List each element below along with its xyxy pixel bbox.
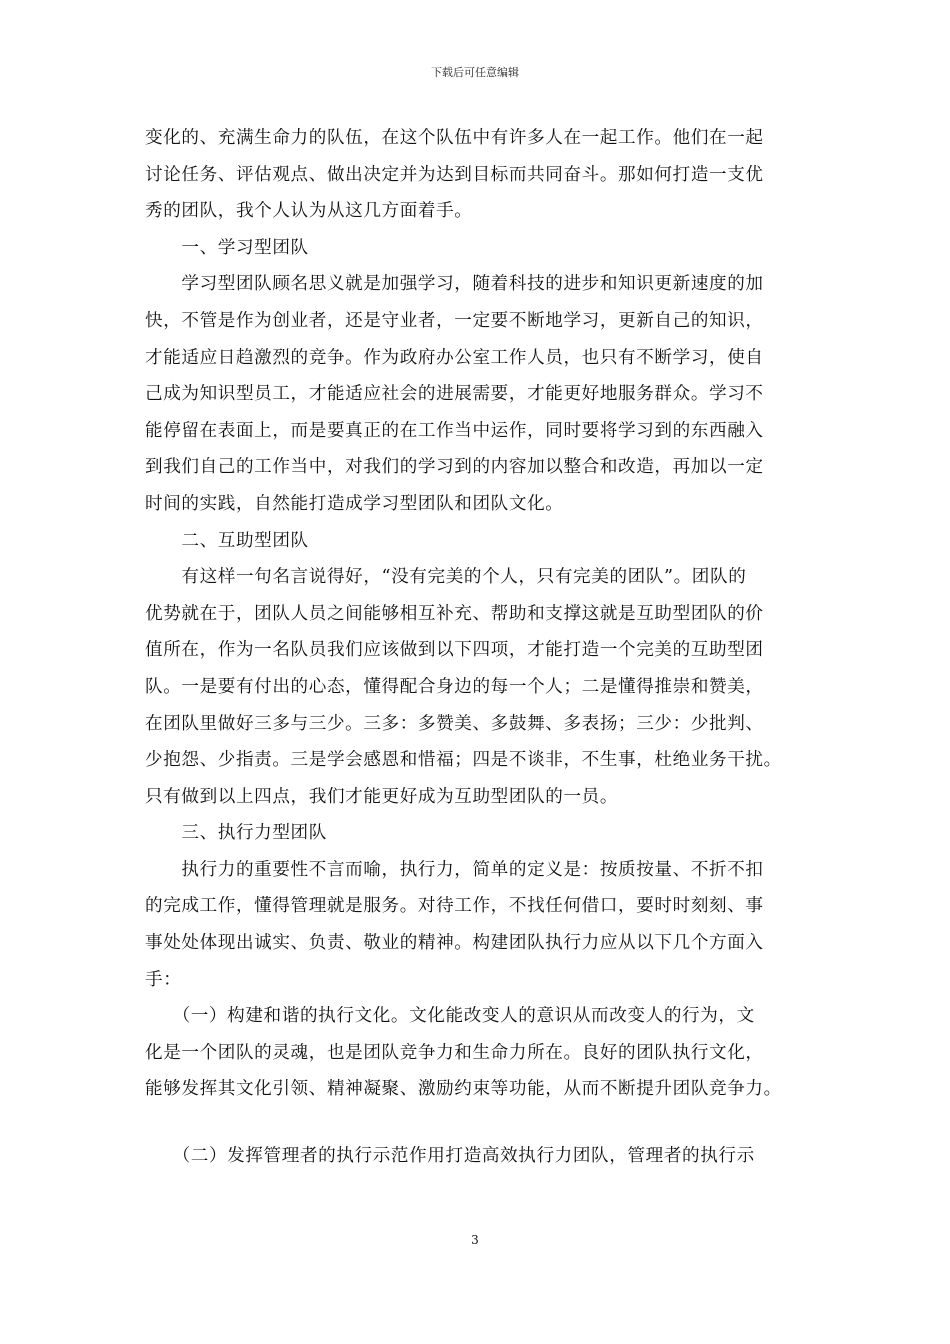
text-line: 能够发挥其文化引领、精神凝聚、激励约束等功能，从而不断提升团队竞争力。	[145, 1079, 782, 1100]
text-line: 学习型团队顾名思义就是加强学习，随着科技的进步和知识更新速度的加	[145, 274, 764, 295]
text-line: 少抱怨、少指责。三是学会感恩和惜福；四是不谈非，不生事，杜绝业务干扰。	[145, 750, 782, 771]
section-heading-execution-team: 三、执行力型团队	[145, 823, 327, 844]
text-line: （一）构建和谐的执行文化。文化能改变人的意识从而改变人的行为，文	[145, 1006, 755, 1027]
text-line: 队。一是要有付出的心态，懂得配合身边的每一个人；二是懂得推崇和赞美，	[145, 676, 764, 697]
text-line: 快，不管是作为创业者，还是守业者，一定要不断地学习，更新自己的知识，	[145, 310, 764, 331]
text-line: 能停留在表面上，而是要真正的在工作当中运作，同时要将学习到的东西融入	[145, 420, 764, 441]
document-body	[145, 120, 810, 1175]
page-number: 3	[471, 1233, 479, 1247]
text-line: 的完成工作，懂得管理就是服务。对待工作，不找任何借口，要时时刻刻、事	[145, 896, 764, 917]
text-line: 有这样一句名言说得好，“没有完美的个人，只有完美的团队”。团队的	[145, 567, 747, 588]
section-heading-learning-team: 一、学习型团队	[145, 237, 309, 258]
text-line: 己成为知识型员工，才能适应社会的进展需要，才能更好地服务群众。学习不	[145, 384, 764, 405]
text-line: 值所在，作为一名队员我们应该做到以下四项，才能打造一个完美的互助型团	[145, 640, 764, 661]
text-line: 才能适应日趋激烈的竞争。作为政府办公室工作人员，也只有不断学习，使自	[145, 347, 764, 368]
text-line: 到我们自己的工作当中，对我们的学习到的内容加以整合和改造，再加以一定	[145, 457, 764, 478]
text-line: 秀的团队，我个人认为从这几方面着手。	[145, 201, 473, 222]
text-line: 变化的、充满生命力的队伍，在这个队伍中有许多人在一起工作。他们在一起	[145, 128, 764, 148]
text-line: 手：	[145, 969, 182, 990]
text-line: 在团队里做好三多与三少。三多：多赞美、多鼓舞、多表扬；三少：少批判、	[145, 713, 764, 734]
text-line: 讨论任务、评估观点、做出决定并为达到目标而共同奋斗。那如何打造一支优	[145, 164, 764, 185]
paragraph-gap	[145, 1108, 810, 1138]
text-line: （二）发挥管理者的执行示范作用打造高效执行力团队，管理者的执行示	[145, 1146, 755, 1167]
text-line: 化是一个团队的灵魂，也是团队竞争力和生命力所在。良好的团队执行文化，	[145, 1042, 764, 1063]
text-line: 时间的实践，自然能打造成学习型团队和团队文化。	[145, 493, 564, 514]
text-line: 事处处体现出诚实、负责、敬业的精神。构建团队执行力应从以下几个方面入	[145, 933, 764, 954]
text-line: 执行力的重要性不言而喻，执行力，简单的定义是：按质按量、不折不扣	[145, 859, 764, 880]
text-line: 优势就在于，团队人员之间能够相互补充、帮助和支撑这就是互助型团队的价	[145, 603, 764, 624]
text-line: 只有做到以上四点，我们才能更好成为互助型团队的一员。	[145, 786, 619, 807]
section-heading-mutual-help-team: 二、互助型团队	[145, 530, 309, 551]
page-header: 下载后可任意编辑	[431, 66, 519, 79]
